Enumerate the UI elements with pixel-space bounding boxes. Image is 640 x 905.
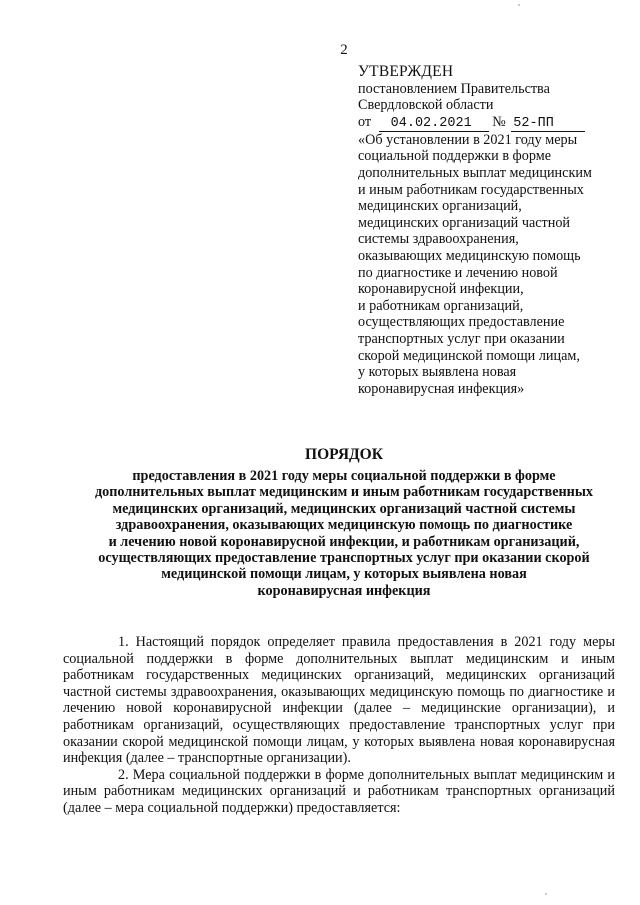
decree-title-line: и работникам организаций, [358,297,524,314]
procedure-subtitle-line: дополнительных выплат медицинским и иным работникам государственных [94,484,594,501]
procedure-subtitle-line: медицинских организаций, медицинских организаций частной системы [112,500,576,517]
procedure-title: ПОРЯДОК [305,446,383,463]
decree-date: 04.02.2021 [379,117,489,132]
procedure-subtitle-line: коронавирусная инфекция [257,582,431,599]
paragraph-2: 2. Мера социальной поддержки в форме дополнительных выплат медицинским и иным работникам медицинских организаций и работникам транспортных организаций (далее – мера социальной поддержки) предоставляется: [63,766,615,816]
approval-line-2: Свердловской области [358,97,494,114]
approval-heading: УТВЕРЖДЕН [358,63,454,80]
approval-line-1: постановлением Правительства [358,80,550,97]
decree-title-line: дополнительных выплат медицинским [358,164,592,181]
decree-title-line: по диагностике и лечению новой [358,264,558,281]
paragraph-1: 1. Настоящий порядок определяет правила предоставления в 2021 году меры социальной поддержки в форме дополнительных выплат медицинским и иным работникам государственных медицинских организаций, медицинских организаций частной системы здравоохранения, оказывающих медицинскую помощь по диагностике и лечению новой коронавирусной инфекции (далее – медицинские организации), и работникам организаций, осуществляющих предоставление транспортных услуг при оказании скорой медицинской помощи лицам, у которых выявлена новая коронавирусная инфекция (далее – транспортные организации). [63,634,615,767]
scan-artifact [518,4,520,6]
decree-title-line: оказывающих медицинскую помощь [358,247,581,264]
procedure-title-block [58,445,630,599]
number-prefix: № [492,113,506,130]
procedure-subtitle-line: медицинской помощи лицам, у которых выявлена новая [161,566,527,583]
decree-title-line: медицинских организаций, [358,198,522,215]
approval-stamp [358,64,608,397]
procedure-subtitle-line: здравоохранения, оказывающих медицинскую помощь по диагностике [115,517,573,534]
decree-title-line: коронавирусная инфекция» [358,380,525,397]
decree-title-line: социальной поддержки в форме [358,148,551,165]
decree-title-line: осуществляющих предоставление [358,314,565,331]
page-number: 2 [340,42,348,58]
decree-title-line: коронавирусной инфекции, [358,281,524,298]
decree-title-line: медицинских организаций частной [358,214,571,231]
decree-title-line: и иным работникам государственных [358,181,584,198]
procedure-subtitle-line: и лечению новой коронавирусной инфекции, и работникам организаций, [108,533,580,550]
decree-title-line: у которых выявлена новая [358,364,517,381]
decree-title [358,132,608,398]
document-body [63,634,615,817]
date-prefix: от [358,113,372,130]
decree-title-line: транспортных услуг при оказании [358,330,565,347]
approval-date-row [358,114,608,132]
decree-number: 52-ПП [511,117,585,132]
scan-artifact [545,893,547,895]
decree-title-line: скорой медицинской помощи лицам, [358,347,580,364]
decree-title-line: «Об установлении в 2021 году меры [358,131,578,148]
procedure-subtitle-line: предоставления в 2021 году меры социальной поддержки в форме [132,468,556,484]
procedure-subtitle-line: осуществляющих предоставление транспортных услуг при оказании скорой [98,550,590,567]
decree-title-line: системы здравоохранения, [358,231,519,248]
